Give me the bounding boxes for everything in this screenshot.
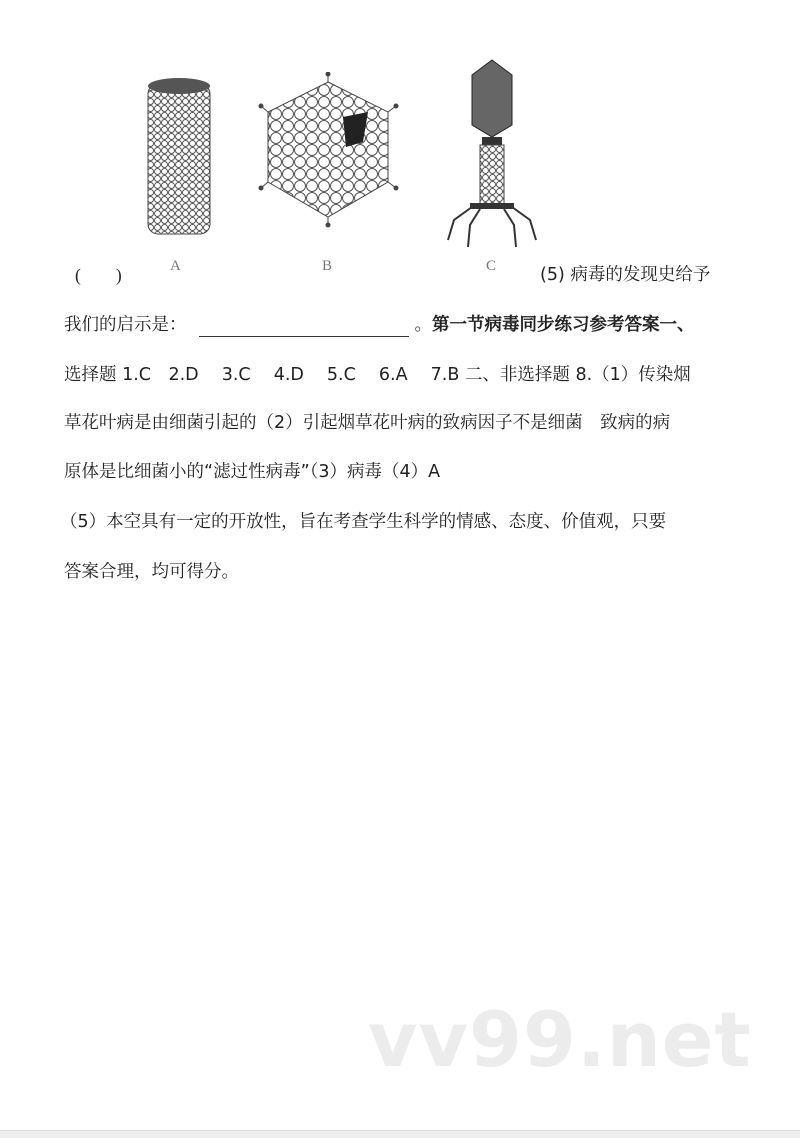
question-5-text: 我们的启示是： xyxy=(64,315,187,335)
answer-parentheses: ( ) xyxy=(75,265,122,285)
figure-label-c: C xyxy=(486,258,497,274)
virus-b-illustration xyxy=(258,72,408,232)
answer-line-5: 原体是比细菌小的“滤过性病毒”（3）病毒（4）A xyxy=(64,462,441,482)
answer-line-3: 选择题 1.C 2.D 3.C 4.D 5.C 6.A 7.B 二、非选择题 8.（1）传染烟 xyxy=(64,365,691,385)
watermark: vv99.net xyxy=(368,995,752,1084)
figure-label-b: B xyxy=(322,258,333,274)
answer-line-6: （5）本空具有一定的开放性，旨在考查学生科学的情感、态度、价值观，只要 xyxy=(60,512,667,532)
question-5-start: (5) 病毒的发现史给予 xyxy=(540,265,711,285)
line-2 xyxy=(64,313,695,337)
answer-line-7: 答案合理，均可得分。 xyxy=(64,562,239,582)
period: 。 xyxy=(414,315,432,335)
answer-key-heading: 第一节病毒同步练习参考答案一、 xyxy=(432,315,695,335)
answer-line-4: 草花叶病是由细菌引起的（2）引起烟草花叶病的致病因子不是细菌 致病的病 xyxy=(64,413,671,433)
figure-label-a: A xyxy=(170,258,181,274)
virus-a-illustration xyxy=(140,70,220,240)
virus-c-bacteriophage-illustration xyxy=(440,55,550,250)
answer-blank[interactable] xyxy=(199,318,409,337)
